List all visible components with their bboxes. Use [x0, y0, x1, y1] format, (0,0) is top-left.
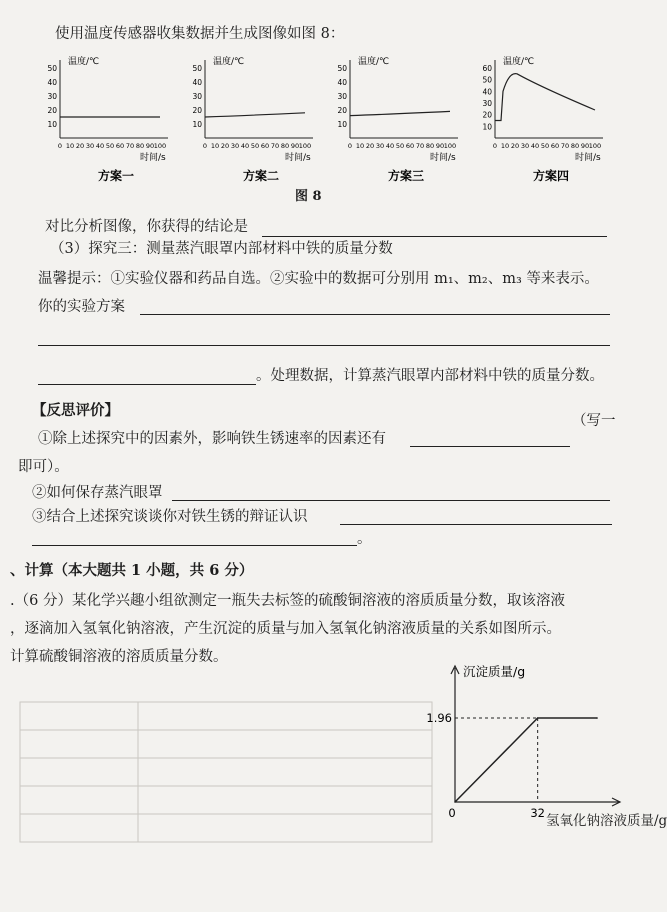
graph-xtick: 30: [520, 142, 530, 150]
graph-ytick: 30: [47, 92, 57, 101]
graph-2: [192, 55, 313, 183]
graph-xtick: 10: [500, 142, 510, 150]
reflect-question-2: ②如何保存蒸汽眼罩: [32, 485, 163, 501]
graph-xtick: 90: [145, 142, 155, 150]
graph-xtick: 70: [270, 142, 280, 150]
graph-xlabel: 时间/s: [430, 153, 456, 163]
graph-xtick: 60: [550, 142, 560, 150]
chart-point: [596, 717, 598, 719]
temperature-graphs: [0, 40, 650, 240]
graph-caption: 方案二: [243, 169, 280, 183]
graph-xtick: 60: [405, 142, 415, 150]
graph-xtick: 40: [95, 142, 105, 150]
graph-xtick: 60: [260, 142, 270, 150]
graph-ytick: 40: [47, 78, 57, 87]
reflect-1-continue: 即可）。: [18, 459, 69, 475]
graph-xlabel: 时间/s: [285, 153, 311, 163]
graph-xtick: 0: [57, 142, 63, 150]
figure-caption: 图 8: [295, 189, 322, 204]
graph-ytick: 50: [192, 64, 202, 73]
graph-ytick: 20: [47, 106, 57, 115]
graph-curve: [495, 74, 595, 121]
graph-xtick: 90: [580, 142, 590, 150]
graph-caption: 方案一: [98, 169, 135, 183]
graph-ytick: 40: [192, 78, 202, 87]
graph-xlabel: 时间/s: [575, 153, 601, 163]
graph-xtick: 70: [415, 142, 425, 150]
graph-xtick: 30: [230, 142, 240, 150]
graph-xtick: 0: [347, 142, 353, 150]
graph-caption: 方案四: [533, 169, 570, 183]
graph-ylabel: 温度/℃: [503, 57, 535, 67]
graph-xtick: 80: [280, 142, 290, 150]
chart-ylabel: 沉淀质量/g: [463, 664, 526, 679]
graph-xtick: 70: [560, 142, 570, 150]
reflect-answer-line-1[interactable]: [410, 446, 570, 447]
graph-ytick: 20: [482, 110, 492, 120]
graph-ytick: 30: [482, 99, 492, 108]
graph-ytick: 30: [337, 92, 347, 101]
graph-ylabel: 温度/℃: [358, 57, 390, 67]
graph-ytick: 30: [192, 92, 202, 101]
graph-xtick: 50: [105, 142, 115, 150]
graph-ytick: 20: [192, 106, 202, 115]
graph-ytick: 10: [192, 120, 202, 129]
graph-xtick: 0: [492, 142, 498, 150]
graph-3: [337, 55, 458, 183]
graph-xtick: 100: [443, 142, 457, 150]
graph-ytick: 50: [47, 64, 57, 73]
plan-answer-line-1[interactable]: [140, 314, 610, 315]
graph-ytick: 60: [482, 64, 492, 73]
reflect-answer-line-2[interactable]: [172, 500, 610, 501]
chart-ytick: 1.96: [426, 711, 452, 725]
chart-point: [537, 717, 539, 719]
graph-xtick: 20: [365, 142, 375, 150]
graph-xtick: 40: [240, 142, 250, 150]
graph-ylabel: 温度/℃: [213, 57, 245, 67]
chart-point: [454, 801, 456, 803]
graph-xtick: 80: [425, 142, 435, 150]
calc-section-title: 、计算（本大题共 1 小题，共 6 分）: [10, 562, 254, 579]
graph-xtick: 50: [250, 142, 260, 150]
plan-answer-line-3[interactable]: [38, 384, 256, 385]
intro-text: 使用温度传感器收集数据并生成图像如图 8：: [55, 26, 345, 42]
graph-xtick: 10: [355, 142, 365, 150]
chart-xtick: 32: [530, 806, 545, 820]
graph-curve: [205, 113, 305, 117]
graph-xtick: 30: [375, 142, 385, 150]
plan-answer-line-2[interactable]: [38, 345, 610, 346]
reflect-question-3: ③结合上述探究谈谈你对铁生锈的辩证认识: [32, 509, 308, 525]
graph-xtick: 100: [298, 142, 312, 150]
graph-xtick: 100: [588, 142, 602, 150]
q3-tip: 温馨提示：①实验仪器和药品自选。②实验中的数据可分别用 m₁、m₂、m₃ 等来表示。: [38, 271, 599, 287]
calc-line-1: .（6 分）某化学兴趣小组欲测定一瓶失去标签的硫酸铜溶液的溶质质量分数，取该溶液: [10, 593, 565, 609]
reflect-question-1: ①除上述探究中的因素外，影响铁生锈速率的因素还有: [38, 431, 386, 447]
graph-xtick: 100: [153, 142, 167, 150]
conclusion-answer-line[interactable]: [262, 236, 607, 237]
reflect-answer-line-3a[interactable]: [340, 524, 612, 525]
graph-ytick: 40: [337, 78, 347, 87]
graph-xtick: 90: [290, 142, 300, 150]
q3-process-text: 。处理数据，计算蒸汽眼罩内部材料中铁的质量分数。: [256, 368, 604, 384]
graph-ytick: 20: [337, 106, 347, 115]
graph-xtick: 80: [570, 142, 580, 150]
graph-ytick: 50: [482, 75, 492, 85]
calc-line-2: ，逐滴加入氢氧化钠溶液，产生沉淀的质量与加入氢氧化钠溶液质量的关系如图所示。: [10, 621, 561, 637]
reflect-1-note: （写一: [572, 413, 616, 429]
graph-1: [47, 55, 168, 183]
x-axis-label: 氢氧化钠溶液质量/g: [546, 813, 667, 829]
q3-title: （3）探究三：测量蒸汽眼罩内部材料中铁的质量分数: [50, 241, 393, 257]
graph-xtick: 0: [202, 142, 208, 150]
graph-4: [482, 55, 603, 183]
graph-ylabel: 温度/℃: [68, 57, 100, 67]
graph-xtick: 40: [530, 142, 540, 150]
graph-ytick: 10: [47, 120, 57, 129]
graph-xtick: 40: [385, 142, 395, 150]
graph-xtick: 60: [115, 142, 125, 150]
graph-xtick: 70: [125, 142, 135, 150]
conclusion-question: 对比分析图像，你获得的结论是: [45, 219, 248, 235]
chart-xtick: 0: [448, 806, 456, 820]
graph-xtick: 50: [395, 142, 405, 150]
graph-xtick: 20: [510, 142, 520, 150]
calc-line-3: 计算硫酸铜溶液的溶质质量分数。: [10, 649, 228, 665]
graph-xlabel: 时间/s: [140, 153, 166, 163]
graph-xtick: 10: [65, 142, 75, 150]
graph-xtick: 30: [85, 142, 95, 150]
graph-xtick: 50: [540, 142, 550, 150]
chart-series-line: [455, 718, 597, 802]
faded-background-table: [18, 700, 438, 850]
reflect-answer-line-3b[interactable]: [32, 545, 357, 546]
graph-ytick: 10: [482, 122, 492, 132]
graph-xtick: 20: [220, 142, 230, 150]
graph-xtick: 90: [435, 142, 445, 150]
graph-ytick: 10: [337, 120, 347, 129]
q3-plan-label: 你的实验方案: [38, 299, 125, 315]
graph-xtick: 80: [135, 142, 145, 150]
precipitate-chart: [410, 660, 630, 860]
graph-ytick: 50: [337, 64, 347, 73]
graph-xtick: 10: [210, 142, 220, 150]
graph-caption: 方案三: [388, 169, 425, 183]
graph-ytick: 40: [482, 87, 492, 97]
reflect-3-end: 。: [357, 531, 372, 547]
graph-curve: [350, 111, 450, 115]
reflect-title: 【反思评价】: [32, 402, 119, 419]
graph-xtick: 20: [75, 142, 85, 150]
